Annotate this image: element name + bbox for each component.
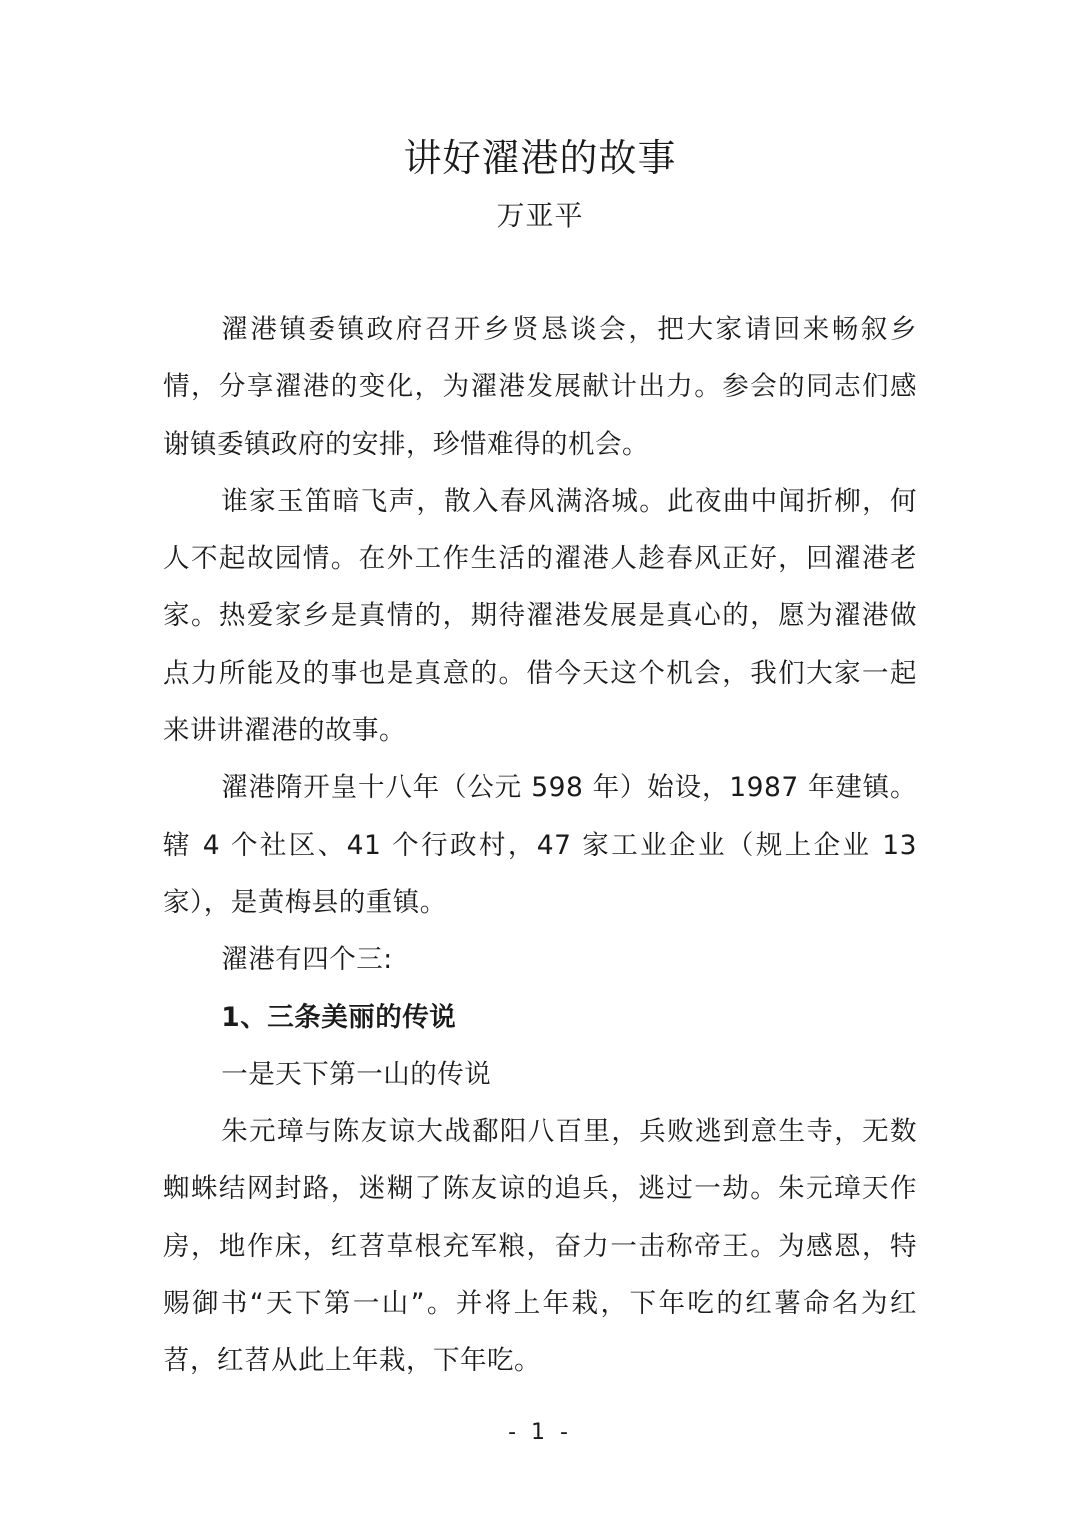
author-name: 万亚平 xyxy=(496,199,584,232)
paragraph-legend: 朱元璋与陈友谅大战鄱阳八百里，兵败逃到意生寺，无数蜘蛛结网封路，迷糊了陈友谅的追兵，逃过一劫。朱元璋天作房，地作床，红苕草根充军粮，奋力一击称帝王。为感恩，特赐御书“天下第一山”。并将上年栽，下年吃的红薯命名为红苕，红苕从此上年栽，下年吃。 xyxy=(163,1116,917,1377)
paragraph-poem: 谁家玉笛暗飞声，散入春风满洛城。此夜曲中闻折柳，何人不起故园情。在外工作生活的濯港人趁春风正好，回濯港老家。热爱家乡是真情的，期待濯港发展是真心的，愿为濯港做点力所能及的事也是真意的。借今天这个机会，我们大家一起来讲讲濯港的故事。 xyxy=(163,485,917,747)
paragraph-four-threes: 濯港有四个三: xyxy=(221,944,393,976)
subsection-heading: 一是天下第一山的传说 xyxy=(221,1058,492,1090)
paragraph-history: 濯港隋开皇十八年（公元 598 年）始设，1987 年建镇。辖 4 个社区、41 个行政村，47 家工业企业（规上企业 13 家），是黄梅县的重镇。 xyxy=(163,772,917,918)
document-title: 讲好濯港的故事 xyxy=(403,136,677,180)
paragraph-intro: 濯港镇委镇政府召开乡贤恳谈会，把大家请回来畅叙乡情，分享濯港的变化，为濯港发展献计出力。参会的同志们感谢镇委镇政府的安排，珍惜难得的机会。 xyxy=(163,314,917,460)
section-heading: 1、三条美丽的传说 xyxy=(221,1001,457,1033)
document-body xyxy=(163,301,917,1390)
page-number: - 1 - xyxy=(508,1420,572,1445)
